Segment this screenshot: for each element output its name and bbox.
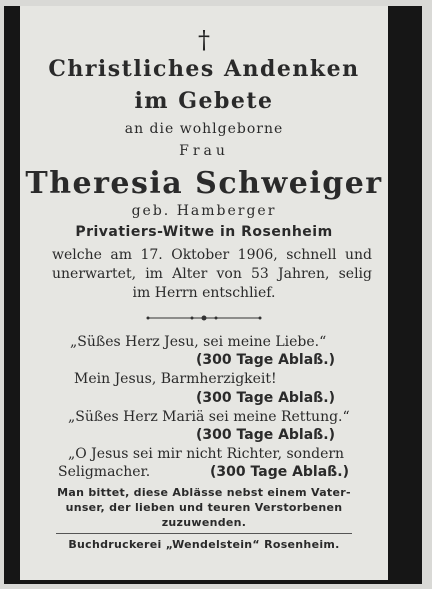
death-notice-line-3: im Herrn entschlief. [132,285,276,301]
heading-line-1: Christliches Andenken [48,56,360,82]
indulgence-3: (300 Tage Ablaß.) [196,427,335,443]
deceased-name: Theresia Schweiger [25,166,383,201]
prayer-4-continued: Seligmacher. [58,464,151,480]
prayer-4: „O Jesus sei mir nicht Richter, sondern [68,446,345,462]
prayer-3: „Süßes Herz Mariä sei meine Rettung.“ [68,409,350,425]
divider-rule [56,533,352,534]
dedication-line: an die wohlgeborne [124,121,284,137]
note-line-2: unser, der lieben und teuren Verstorbenen [65,501,343,514]
note-line-1: Man bittet, diese Ablässe nebst einem Vater- [57,486,351,499]
cross-icon: † [198,26,210,54]
death-notice-line-2: unerwartet, im Alter von 53 Jahren, selig [52,266,372,282]
death-notice-line-1: welche am 17. Oktober 1906, schnell und [52,247,372,263]
prayer-2: Mein Jesus, Barmherzigkeit! [74,371,277,387]
heading-line-2: im Gebete [134,88,274,114]
indulgence-1: (300 Tage Ablaß.) [196,352,335,368]
prayer-1: „Süßes Herz Jesu, sei meine Liebe.“ [70,334,327,350]
title-frau: Frau [179,143,229,159]
maiden-name: geb. Hamberger [131,203,277,219]
note-line-3: zuzuwenden. [161,516,247,529]
printer-credit: Buchdruckerei „Wendelstein“ Rosenheim. [68,538,340,551]
indulgence-2: (300 Tage Ablaß.) [196,390,335,406]
indulgence-4: (300 Tage Ablaß.) [210,464,349,480]
memorial-card [20,6,388,580]
ornament-divider [144,313,264,323]
deceased-status: Privatiers-Witwe in Rosenheim [75,224,333,240]
